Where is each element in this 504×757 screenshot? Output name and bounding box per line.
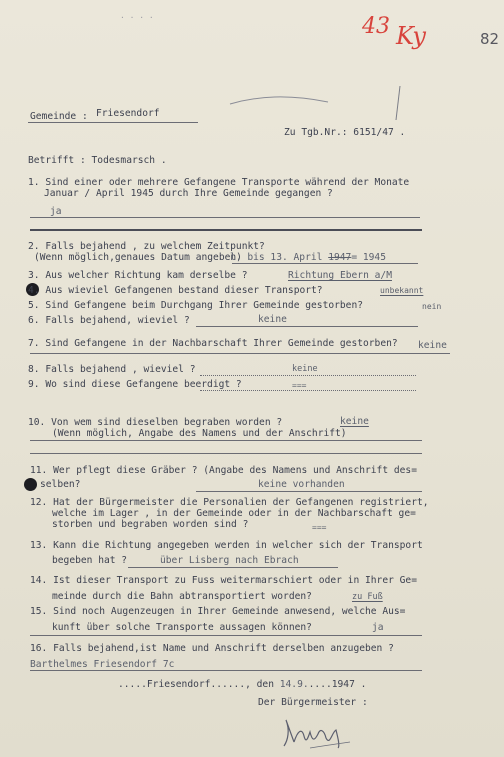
separator-10b xyxy=(30,453,422,454)
answer-line-13 xyxy=(128,567,338,568)
question-12-line-1: 12. Hat der Bürgermeister die Personalien der Gefangenen registriert, xyxy=(30,497,429,508)
question-2-line-1: 2. Falls bejahend , zu welchem Zeitpunkt? xyxy=(28,241,265,252)
question-1-line-1: 1. Sind einer oder mehrere Gefangene Transporte während der Monate xyxy=(28,177,410,188)
gemeinde-value: Friesendorf xyxy=(96,108,160,119)
question-1-answer: ja xyxy=(50,206,62,217)
question-11-line-2: selben? xyxy=(40,479,81,490)
question-7: 7. Sind Gefangene in der Nachbarschaft Ihrer Gemeinde gestorben? xyxy=(28,338,398,349)
question-13-line-2: begeben hat ? xyxy=(52,555,128,566)
gemeinde-label: Gemeinde : xyxy=(30,111,88,122)
question-15-line-2: kunft über solche Transporte aussagen können? xyxy=(52,622,312,633)
mayor-signature xyxy=(280,712,360,750)
place-date-line: .....Friesendorf......, den 14.9.....1947 . xyxy=(118,679,367,690)
question-10-answer: keine xyxy=(340,416,369,427)
question-5: 5. Sind Gefangene beim Durchgang Ihrer Gemeinde gestorben? xyxy=(28,300,364,311)
answer-line-1 xyxy=(30,217,420,218)
red-handwritten-number: 43 xyxy=(362,14,390,39)
question-3: 3. Aus welcher Richtung kam derselbe ? xyxy=(28,270,248,281)
question-15-line-1: 15. Sind noch Augenzeugen in Ihrer Gemeinde anwesend, welche Aus= xyxy=(30,606,406,617)
question-2-answer: l. bis 13. April 1947= 1945 xyxy=(230,252,386,263)
separator-7 xyxy=(30,353,450,354)
red-handwritten-initials: Ky xyxy=(396,22,426,50)
answer-line-16 xyxy=(30,670,422,671)
question-7-answer: keine xyxy=(418,340,447,351)
question-11-answer: keine vorhanden xyxy=(258,479,345,490)
pen-stroke-marks xyxy=(228,82,408,122)
punch-hole-bottom xyxy=(24,478,37,491)
question-13-line-1: 13. Kann die Richtung angegeben werden in welcher sich der Transport xyxy=(30,540,423,551)
answer-line-2 xyxy=(232,263,418,264)
question-14-line-1: 14. Ist dieser Transport zu Fuss weitermarschiert oder in Ihrer Ge= xyxy=(30,575,417,586)
question-14-line-2: meinde durch die Bahn abtransportiert worden? xyxy=(52,591,312,602)
question-14-answer: zu Fuß xyxy=(352,592,383,602)
question-13-answer: über Lisberg nach Ebrach xyxy=(160,555,299,566)
question-5-answer: nein xyxy=(422,302,442,311)
separator-15 xyxy=(30,635,422,636)
answer-line-11 xyxy=(196,491,422,492)
page-number: 82 xyxy=(480,30,500,48)
question-15-answer: ja xyxy=(372,622,384,633)
question-10-line-1: 10. Von wem sind dieselben begraben worden ? xyxy=(28,417,283,428)
question-9: 9. Wo sind diese Gefangene beerdigt ? xyxy=(28,379,242,390)
question-6-answer: keine xyxy=(258,314,287,325)
answer-line-9 xyxy=(200,390,416,391)
question-16: 16. Falls bejahend,ist Name und Anschrift derselben anzugeben ? xyxy=(30,643,394,654)
question-16-answer: Barthelmes Friesendorf 7c xyxy=(30,659,175,670)
question-4-answer: unbekannt xyxy=(380,286,424,295)
question-4: 4. Aus wieviel Gefangenen bestand dieser Transport? xyxy=(28,285,323,296)
separator-1 xyxy=(30,229,422,231)
question-8-answer: keine xyxy=(292,364,318,374)
gemeinde-underline xyxy=(28,122,198,123)
question-3-answer: Richtung Ebern a/M xyxy=(288,270,392,281)
separator-10 xyxy=(30,440,422,441)
question-8: 8. Falls bejahend , wieviel ? xyxy=(28,364,196,375)
question-2-line-2: (Wenn möglich,genaues Datum angeben) xyxy=(34,252,242,263)
question-12-answer: === xyxy=(312,523,327,532)
question-12-line-2: welche im Lager , in der Gemeinde oder in der Nachbarschaft ge= xyxy=(52,508,416,519)
question-1-line-2: Januar / April 1945 durch Ihre Gemeinde gegangen ? xyxy=(44,188,333,199)
betrifft-line: Betrifft : Todesmarsch . xyxy=(28,155,167,166)
signature-label: Der Bürgermeister : xyxy=(258,697,368,708)
answer-line-8 xyxy=(200,375,416,376)
question-10-line-2: (Wenn möglich, Angabe des Namens und der Anschrift) xyxy=(52,428,347,439)
question-6: 6. Falls bejahend, wieviel ? xyxy=(28,315,190,326)
question-12-line-3: storben und begraben worden sind ? xyxy=(52,519,249,530)
reference-number: Zu Tgb.Nr.: 6151/47 . xyxy=(284,127,406,138)
question-9-answer: === xyxy=(292,381,307,390)
question-11-line-1: 11. Wer pflegt diese Gräber ? (Angabe des Namens und Anschrift des= xyxy=(30,465,417,476)
faint-stamp-remnant: · · · · xyxy=(120,13,154,22)
answer-line-6 xyxy=(196,326,418,327)
